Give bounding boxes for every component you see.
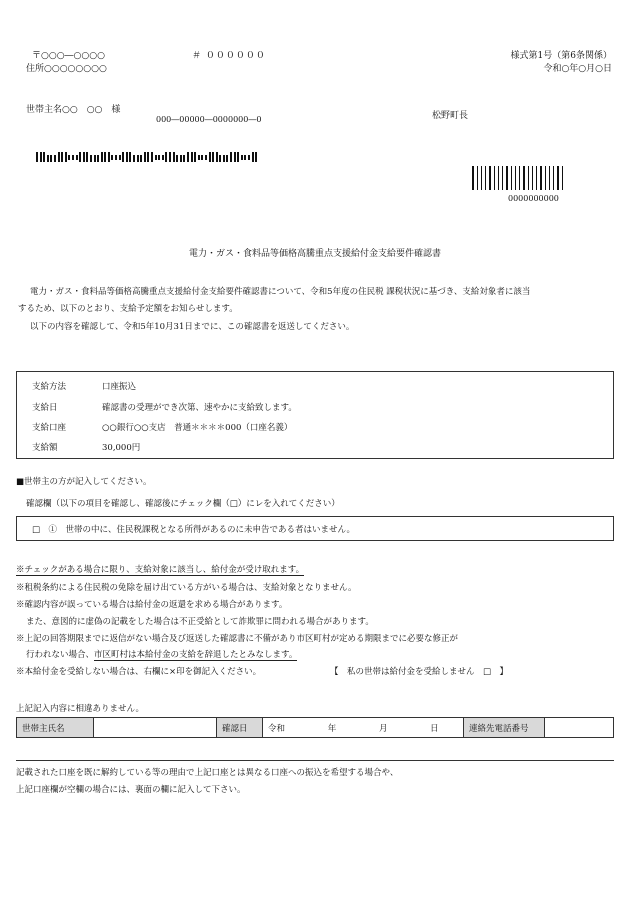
barcode-bar [194,152,196,162]
payment-date-value: 確認書の受理ができ次第、速やかに支給致します。 [102,403,297,413]
barcode-bar [502,166,503,190]
payment-method-value: 口座振込 [102,382,137,392]
issue-date: 令和○年○月○日 [543,64,612,74]
barcode-bar [97,155,99,162]
payment-amount-label: 支給額 [32,443,58,453]
barcode-bar [223,155,225,162]
address: 住所○○○○○○○○ [26,64,107,74]
barcode-bar [54,155,56,162]
barcode-bar [241,155,243,160]
document-title: 電力・ガス・食料品等価格高騰重点支援給付金支給要件確認書 [188,249,441,259]
barcode-bar [545,166,546,190]
barcode-bar [173,152,175,162]
barcode-bar [147,152,149,162]
note-deadline: ※上記の回答期限までに返信がない場合及び返送した確認書に不備があり市区町村が定める期限までに必要な修正が [16,634,459,644]
payment-amount-value: 30,000円 [102,443,141,453]
barcode-bar [528,166,529,190]
decline-checkbox[interactable]: 【 私の世帯は給付金を受給しません □ 】 [330,667,509,677]
barcode-bar [472,166,474,190]
phone-field[interactable] [545,718,614,738]
barcode-bar [489,166,491,190]
confirm-statement: 上記記入内容に相違ありません。 [16,704,145,714]
barcode-bar [108,152,110,162]
barcode-bar [252,152,254,162]
barcode-bar [176,155,178,162]
barcode-bar [68,155,70,160]
householder-heading: ■世帯主の方が記入してください。 [16,477,152,487]
barcode-bar [119,155,121,160]
barcode-bar [165,152,167,162]
barcode-number: 0000000000 [508,194,559,203]
householder-name-label: 世帯主氏名 [17,718,94,738]
confirm-date-field[interactable] [263,718,464,738]
barcode-bar [255,152,257,162]
note-decline: ※本給付金を受給しない場合は、右欄に×印を御記入ください。 [16,667,262,677]
barcode-bar [137,155,139,162]
barcode-bar [506,166,508,190]
barcode-bar [129,152,131,162]
barcode-bar [72,155,74,160]
payment-date-label: 支給日 [32,403,58,413]
date-month: 月 [378,723,388,734]
intro-line-1: 電力・ガス・食料品等価格高騰重点支援給付金支給要件確認書について、令和5年度の住民税 課税状況に基づき、支給対象者に該当 [30,287,531,297]
barcode-bar [79,152,81,162]
note-fraud: また、意図的に虚偽の記載をした場合は不正受給として詐欺罪に問われる場合があります。 [26,617,374,627]
barcode-bar [494,166,495,190]
barcode-bar [126,152,128,162]
barcode-bar [519,166,520,190]
barcode-bar [122,152,124,162]
confirm-date-label: 確認日 [217,718,263,738]
payment-amount-row [32,441,140,453]
barcode-bar [115,155,117,160]
barcode-bar [198,155,200,160]
barcode-bar [169,152,171,162]
footer-line-1: 記載された口座を既に解約している等の理由で上記口座とは異なる口座への振込を希望する場合や、 [16,768,399,778]
check-heading: 確認欄（以下の項目を確認し、確認後にチェック欄（□）にレを入れてください） [26,499,340,509]
barcode-bar [155,155,157,160]
barcode-bar [83,152,85,162]
intro-line-3: 以下の内容を確認して、令和5年10月31日までに、この確認書を返送してください。 [30,322,355,332]
barcode-bar [65,152,67,162]
barcode-bar [151,152,153,162]
barcode-bar [515,166,516,190]
issuer: 松野町長 [432,111,469,121]
barcode-bar [111,155,113,160]
barcode-bar [86,152,88,162]
barcode-bar [562,166,563,190]
barcode-bar [230,152,232,162]
payment-method-label: 支給方法 [32,382,67,392]
barcode-bar [540,166,542,190]
intro-line-2: するため、以下のとおり、支給予定額をお知らせします。 [18,304,238,314]
payment-method-row [32,380,136,392]
note-refund: ※確認内容が誤っている場合は給付金の返還を求める場合があります。 [16,600,288,610]
barcode-bar [511,166,512,190]
barcode-bar [162,155,164,160]
barcode-bar [205,155,207,160]
footer-divider [16,760,614,761]
postal-code: 〒○○○―○○○○ [32,51,105,61]
barcode-bar [237,152,239,162]
note-tax-treaty: ※租税条約による住民税の免除を届け出ている方がいる場合は、支給対象となりません。 [16,583,357,593]
signature-table [16,717,614,738]
householder-name-field[interactable] [94,718,217,738]
barcode-bar [76,155,78,160]
document-number: ＃ ００００００ [192,51,266,61]
payment-account-value: ○○銀行○○支店 普通＊＊＊＊000（口座名義） [102,423,293,433]
barcode-bar [58,152,60,162]
barcode-bar [144,152,146,162]
barcode-bar [477,166,478,190]
note-deadline-cont-a: 行われない場合、 [26,650,95,660]
barcode-bar [180,155,182,162]
barcode-bar [191,152,193,162]
footer-line-2: 上記口座欄が空欄の場合には、裏面の欄に記入して下さい。 [16,785,246,795]
barcode-bar [536,166,537,190]
barcode-bar [201,155,203,160]
barcode-bar [90,155,92,162]
barcode-bar [40,152,42,162]
date-day: 日 [430,723,439,734]
barcode-bar [216,152,218,162]
barcode-bar [187,152,189,162]
phone-label: 連絡先電話番号 [464,718,545,738]
payment-date-row [32,401,297,413]
note-deadline-cont-b: 市区町村は本給付金の支給を辞退したとみなします。 [94,650,298,660]
note-check-required: ※チェックがある場合に限り、支給対象に該当し、給付金が受け取れます。 [16,565,305,575]
barcode-bar [133,155,135,162]
date-year: 年 [327,723,337,734]
barcode-bar [219,155,221,162]
note-deadline-cont [26,648,297,660]
barcode-bar [244,155,246,160]
recipient-name: 世帯主名○○ ○○ 様 [26,105,121,115]
check-item-1[interactable]: □ ① 世帯の中に、住民税課税となる所得があるのに未申告である者はいません。 [32,525,356,535]
payment-account-label: 支給口座 [32,423,67,433]
barcode-bar [61,152,63,162]
barcode [472,166,566,190]
barcode-bar [209,152,211,162]
barcode-bar [183,155,185,162]
barcode-bar [557,166,559,190]
barcode-bar [553,166,554,190]
barcode-bar [158,155,160,160]
barcode-bar [532,166,533,190]
barcode-bar [140,155,142,162]
barcode-bar [549,166,550,190]
barcode-bar [36,152,38,162]
date-era: 令和 [268,723,286,734]
barcode-bar [523,166,525,190]
barcode-bar [43,152,45,162]
barcode-bar [94,155,96,162]
barcode-bar [104,152,106,162]
barcode-bar [47,155,49,162]
barcode-bar [212,152,214,162]
barcode-bar [481,166,482,190]
barcode-bar [226,155,228,162]
barcode-bar [101,152,103,162]
barcode-bar [248,155,250,160]
barcode-bar [498,166,499,190]
form-number: 様式第1号（第6条関係） [510,51,612,61]
postal-barcode [36,152,259,162]
recipient-code: 000―00000―0000000―0 [156,115,262,124]
payment-account-row [32,421,292,433]
barcode-bar [50,155,52,162]
barcode-bar [485,166,486,190]
barcode-bar [234,152,236,162]
